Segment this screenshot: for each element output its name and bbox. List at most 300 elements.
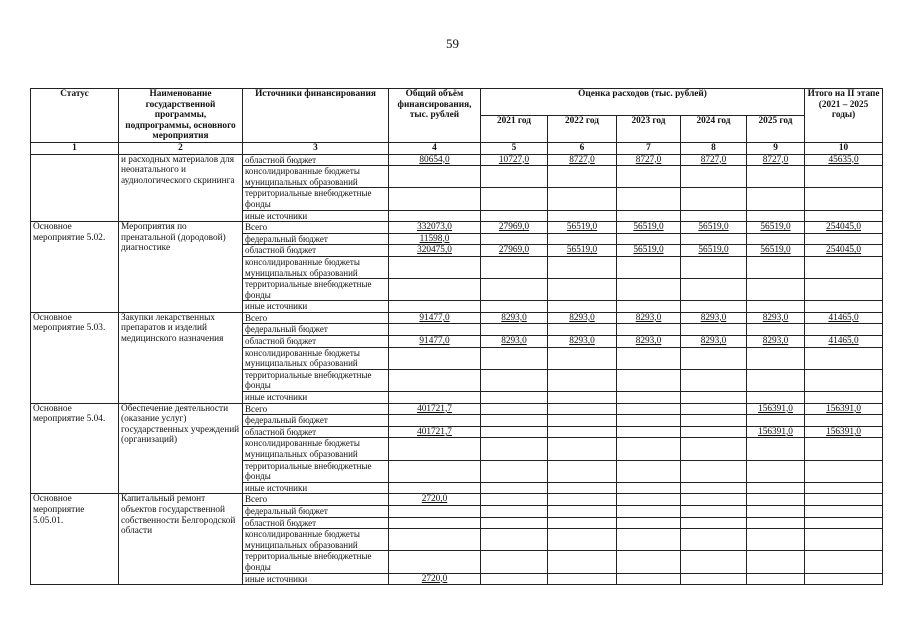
year-value-cell (747, 279, 805, 301)
funding-source-cell: территориальные внебюджетные фонды (243, 460, 389, 482)
year-value-cell-value: 56519,0 (760, 245, 791, 256)
column-number: 7 (617, 142, 681, 154)
total-cell (389, 369, 481, 391)
year-value-cell (548, 392, 617, 404)
header-year: 2021 год (481, 115, 548, 142)
column-number: 2 (119, 142, 243, 154)
stage-total-cell (805, 256, 883, 278)
year-value-cell (747, 188, 805, 210)
year-value-cell (681, 551, 747, 573)
year-value-cell (617, 256, 681, 278)
stage-total-cell-value: 41465,0 (828, 312, 859, 323)
funding-source-cell: территориальные внебюджетные фонды (243, 551, 389, 573)
year-value-cell (681, 438, 747, 460)
total-cell (389, 415, 481, 427)
funding-source-cell: консолидированные бюджеты муниципальных образований (243, 256, 389, 278)
year-value-cell-value: 8293,0 (762, 336, 789, 347)
year-value-cell (481, 336, 548, 348)
year-value-cell-value: 56519,0 (566, 245, 598, 256)
year-value-cell (481, 517, 548, 529)
stage-total-cell (805, 573, 883, 585)
year-value-cell (747, 551, 805, 573)
total-cell-value: 401721,7 (417, 426, 452, 437)
year-value-cell (617, 188, 681, 210)
year-value-cell (548, 505, 617, 517)
total-cell-value: 91477,0 (419, 312, 450, 323)
total-cell (389, 324, 481, 336)
year-value-cell (681, 324, 747, 336)
year-value-cell (481, 301, 548, 313)
header-sources: Источники финансирования (243, 89, 389, 143)
stage-total-cell-value: 41465,0 (828, 336, 859, 347)
year-value-cell (681, 166, 747, 188)
total-cell (389, 460, 481, 482)
stage-total-cell (805, 222, 883, 234)
year-value-cell (681, 573, 747, 585)
total-cell (389, 347, 481, 369)
column-number: 4 (389, 142, 481, 154)
year-value-cell-value: 8293,0 (501, 312, 527, 323)
year-value-cell (481, 392, 548, 404)
year-value-cell (548, 369, 617, 391)
stage-total-cell-value: 254045,0 (826, 222, 861, 233)
year-value-cell (481, 403, 548, 415)
year-value-cell (747, 529, 805, 551)
total-cell (389, 426, 481, 438)
status-cell: Основное мероприятие 5.05.01. (31, 494, 119, 585)
total-cell (389, 438, 481, 460)
budget-table (30, 88, 883, 585)
year-value-cell (548, 301, 617, 313)
funding-source-cell: Всего (243, 494, 389, 506)
year-value-cell (681, 301, 747, 313)
year-value-cell (481, 415, 548, 427)
total-cell (389, 210, 481, 222)
year-value-cell (617, 529, 681, 551)
year-value-cell (481, 222, 548, 234)
year-value-cell-value: 56519,0 (698, 245, 729, 256)
year-value-cell (548, 517, 617, 529)
year-value-cell (481, 426, 548, 438)
column-number: 5 (481, 142, 548, 154)
year-value-cell-value: 8293,0 (569, 312, 595, 323)
year-value-cell-value: 156391,0 (758, 426, 793, 437)
stage-total-cell (805, 460, 883, 482)
year-value-cell (681, 505, 747, 517)
funding-source-cell: федеральный бюджет (243, 415, 389, 427)
table-row (31, 154, 883, 166)
year-value-cell (481, 233, 548, 245)
table-row (31, 222, 883, 234)
year-value-cell (548, 154, 617, 166)
funding-source-cell: территориальные внебюджетные фонды (243, 188, 389, 210)
year-value-cell (481, 369, 548, 391)
total-cell (389, 279, 481, 301)
header-row (31, 89, 883, 116)
year-value-cell (681, 279, 747, 301)
column-number: 9 (747, 142, 805, 154)
year-value-cell-value: 8293,0 (700, 336, 727, 347)
year-value-cell-value: 8293,0 (635, 336, 662, 347)
year-value-cell (617, 166, 681, 188)
year-value-cell (747, 210, 805, 222)
year-value-cell (747, 312, 805, 324)
stage-total-cell (805, 505, 883, 517)
header-year: 2022 год (548, 115, 617, 142)
year-value-cell (481, 256, 548, 278)
year-value-cell (747, 301, 805, 313)
budget-body (31, 154, 883, 585)
year-value-cell (747, 154, 805, 166)
year-value-cell (747, 415, 805, 427)
funding-source-cell: Всего (243, 403, 389, 415)
year-value-cell (681, 233, 747, 245)
column-number: 6 (548, 142, 617, 154)
year-value-cell (617, 573, 681, 585)
year-value-cell-value: 27969,0 (498, 222, 530, 233)
total-cell (389, 403, 481, 415)
year-value-cell (681, 347, 747, 369)
year-value-cell (681, 403, 747, 415)
stage-total-cell (805, 482, 883, 494)
total-cell (389, 529, 481, 551)
total-cell-value: 2720,0 (421, 573, 448, 584)
funding-source-cell: областной бюджет (243, 426, 389, 438)
stage-total-cell (805, 166, 883, 188)
total-cell (389, 166, 481, 188)
year-value-cell (548, 426, 617, 438)
year-value-cell (681, 415, 747, 427)
total-cell (389, 573, 481, 585)
total-cell (389, 517, 481, 529)
total-cell (389, 301, 481, 313)
funding-source-cell: федеральный бюджет (243, 233, 389, 245)
year-value-cell (681, 517, 747, 529)
year-value-cell (548, 460, 617, 482)
stage-total-cell (805, 369, 883, 391)
stage-total-cell (805, 347, 883, 369)
total-cell (389, 505, 481, 517)
year-value-cell (681, 188, 747, 210)
funding-source-cell: областной бюджет (243, 336, 389, 348)
year-value-cell (481, 551, 548, 573)
year-value-cell (617, 403, 681, 415)
total-cell (389, 482, 481, 494)
year-value-cell-value: 8727,0 (700, 154, 727, 165)
year-value-cell-value: 156391,0 (758, 403, 793, 414)
funding-source-cell: иные источники (243, 573, 389, 585)
year-value-cell-value: 56519,0 (760, 222, 791, 233)
year-value-cell (681, 494, 747, 506)
year-value-cell (617, 517, 681, 529)
total-cell-value: 401721,7 (417, 403, 452, 414)
year-value-cell (481, 482, 548, 494)
year-value-cell (617, 551, 681, 573)
year-value-cell (617, 222, 681, 234)
status-cell: Основное мероприятие 5.04. (31, 403, 119, 494)
year-value-cell (617, 279, 681, 301)
column-number-row (31, 142, 883, 154)
program-name-cell: Закупки лекарственных препаратов и изделий медицинского назначения (119, 312, 243, 403)
column-number: 3 (243, 142, 389, 154)
year-value-cell (617, 494, 681, 506)
stage-total-cell (805, 438, 883, 460)
year-value-cell-value: 8727,0 (762, 154, 789, 165)
year-value-cell (617, 154, 681, 166)
year-value-cell (747, 336, 805, 348)
year-value-cell (747, 426, 805, 438)
total-cell-value: 11598,0 (419, 233, 450, 244)
year-value-cell (617, 505, 681, 517)
header-year: 2023 год (617, 115, 681, 142)
stage-total-cell (805, 210, 883, 222)
year-value-cell (548, 210, 617, 222)
stage-total-cell (805, 494, 883, 506)
year-value-cell (548, 494, 617, 506)
year-value-cell-value: 10727,0 (498, 154, 530, 165)
stage-total-cell (805, 301, 883, 313)
year-value-cell-value: 56519,0 (633, 222, 664, 233)
year-value-cell (481, 166, 548, 188)
year-value-cell (617, 210, 681, 222)
year-value-cell (617, 336, 681, 348)
year-value-cell (681, 336, 747, 348)
year-value-cell-value: 8293,0 (762, 312, 789, 323)
header-stage-total: Итого на II этапе (2021 – 2025 годы) (805, 89, 883, 143)
stage-total-cell (805, 336, 883, 348)
year-value-cell (617, 426, 681, 438)
year-value-cell (681, 256, 747, 278)
year-value-cell (548, 403, 617, 415)
year-value-cell (681, 154, 747, 166)
year-value-cell (481, 347, 548, 369)
total-cell-value: 80654,0 (419, 154, 450, 165)
funding-source-cell: Всего (243, 222, 389, 234)
year-value-cell (747, 505, 805, 517)
stage-total-cell (805, 403, 883, 415)
year-value-cell (747, 482, 805, 494)
funding-source-cell: областной бюджет (243, 245, 389, 257)
stage-total-cell-value: 45635,0 (828, 154, 859, 165)
column-number: 8 (681, 142, 747, 154)
total-cell-value: 91477,0 (419, 336, 450, 347)
total-cell-value: 332073,0 (417, 222, 452, 233)
year-value-cell (481, 438, 548, 460)
year-value-cell (747, 347, 805, 369)
year-value-cell (681, 312, 747, 324)
year-value-cell (747, 494, 805, 506)
table-row (31, 312, 883, 324)
year-value-cell (548, 415, 617, 427)
year-value-cell (548, 347, 617, 369)
year-value-cell (481, 245, 548, 257)
year-value-cell (747, 166, 805, 188)
year-value-cell (681, 482, 747, 494)
stage-total-cell-value: 156391,0 (826, 403, 861, 414)
year-value-cell (548, 529, 617, 551)
year-value-cell (747, 573, 805, 585)
stage-total-cell (805, 324, 883, 336)
column-number: 1 (31, 142, 119, 154)
year-value-cell (548, 438, 617, 460)
year-value-cell-value: 8293,0 (700, 312, 727, 323)
year-value-cell (747, 438, 805, 460)
year-value-cell (747, 233, 805, 245)
year-value-cell (617, 301, 681, 313)
year-value-cell-value: 8293,0 (635, 312, 662, 323)
year-value-cell (548, 188, 617, 210)
stage-total-cell (805, 233, 883, 245)
year-value-cell (747, 324, 805, 336)
year-value-cell-value: 27969,0 (498, 245, 530, 256)
year-value-cell (747, 245, 805, 257)
year-value-cell-value: 8293,0 (569, 336, 595, 347)
year-value-cell (548, 233, 617, 245)
year-value-cell-value: 56519,0 (698, 222, 729, 233)
stage-total-cell (805, 392, 883, 404)
total-cell-value: 2720,0 (421, 494, 448, 505)
total-cell (389, 494, 481, 506)
year-value-cell (548, 279, 617, 301)
year-value-cell (548, 222, 617, 234)
year-value-cell (481, 505, 548, 517)
year-value-cell (681, 529, 747, 551)
column-number: 10 (805, 142, 883, 154)
header-estimate: Оценка расходов (тыс. рублей) (481, 89, 805, 116)
year-value-cell (481, 460, 548, 482)
stage-total-cell (805, 279, 883, 301)
funding-source-cell: территориальные внебюджетные фонды (243, 369, 389, 391)
funding-source-cell: областной бюджет (243, 154, 389, 166)
stage-total-cell-value: 254045,0 (826, 245, 861, 256)
year-value-cell (747, 460, 805, 482)
stage-total-cell (805, 426, 883, 438)
funding-source-cell: консолидированные бюджеты муниципальных образований (243, 347, 389, 369)
year-value-cell (481, 279, 548, 301)
year-value-cell-value: 8293,0 (501, 336, 527, 347)
stage-total-cell (805, 312, 883, 324)
stage-total-cell (805, 154, 883, 166)
year-value-cell (617, 369, 681, 391)
program-name-cell: Капитальный ремонт объектов государственной собственности Белгородской области (119, 494, 243, 585)
year-value-cell (747, 403, 805, 415)
total-cell (389, 154, 481, 166)
year-value-cell (617, 245, 681, 257)
year-value-cell (481, 573, 548, 585)
year-value-cell (548, 573, 617, 585)
year-value-cell (548, 482, 617, 494)
year-value-cell (747, 256, 805, 278)
year-value-cell (681, 460, 747, 482)
page-number: 59 (446, 36, 459, 51)
year-value-cell (617, 438, 681, 460)
header-status: Статус (31, 89, 119, 143)
stage-total-cell (805, 188, 883, 210)
year-value-cell-value: 8727,0 (635, 154, 662, 165)
table-row (31, 403, 883, 415)
program-name-cell: и расходных материалов для неонатального и аудиологического скрининга (119, 154, 243, 222)
funding-source-cell: федеральный бюджет (243, 324, 389, 336)
year-value-cell (617, 347, 681, 369)
year-value-cell (747, 369, 805, 391)
header-year: 2025 год (747, 115, 805, 142)
stage-total-cell (805, 529, 883, 551)
total-cell (389, 233, 481, 245)
total-cell-value: 320475,0 (417, 245, 452, 256)
year-value-cell (481, 188, 548, 210)
year-value-cell (617, 324, 681, 336)
funding-source-cell: иные источники (243, 301, 389, 313)
year-value-cell (747, 392, 805, 404)
year-value-cell-value: 56519,0 (633, 245, 664, 256)
header-name: Наименование государственной программы, подпрограммы, основного мероприятия (119, 89, 243, 143)
year-value-cell (481, 529, 548, 551)
year-value-cell (617, 312, 681, 324)
year-value-cell-value: 56519,0 (566, 222, 598, 233)
year-value-cell (548, 166, 617, 188)
year-value-cell (681, 369, 747, 391)
year-value-cell (548, 551, 617, 573)
year-value-cell (747, 222, 805, 234)
total-cell (389, 312, 481, 324)
total-cell (389, 336, 481, 348)
funding-source-cell: территориальные внебюджетные фонды (243, 279, 389, 301)
year-value-cell (481, 494, 548, 506)
table-row (31, 494, 883, 506)
year-value-cell (617, 392, 681, 404)
funding-source-cell: консолидированные бюджеты муниципальных образований (243, 166, 389, 188)
year-value-cell (681, 245, 747, 257)
year-value-cell (548, 245, 617, 257)
year-value-cell (681, 392, 747, 404)
year-value-cell (681, 426, 747, 438)
program-name-cell: Обеспечение деятельности (оказание услуг) государственных учреждений (организаций) (119, 403, 243, 494)
year-value-cell (481, 154, 548, 166)
program-name-cell: Мероприятия по пренатальной (дородовой) диагностике (119, 222, 243, 313)
stage-total-cell (805, 517, 883, 529)
funding-source-cell: областной бюджет (243, 517, 389, 529)
status-cell (31, 154, 119, 222)
year-value-cell (481, 324, 548, 336)
year-value-cell (548, 336, 617, 348)
header-year: 2024 год (681, 115, 747, 142)
year-value-cell (681, 222, 747, 234)
year-value-cell (617, 415, 681, 427)
year-value-cell (481, 312, 548, 324)
total-cell (389, 245, 481, 257)
total-cell (389, 188, 481, 210)
header-total: Общий объём финансирования, тыс. рублей (389, 89, 481, 143)
year-value-cell (548, 256, 617, 278)
total-cell (389, 256, 481, 278)
year-value-cell (548, 324, 617, 336)
stage-total-cell (805, 415, 883, 427)
funding-source-cell: консолидированные бюджеты муниципальных образований (243, 438, 389, 460)
funding-source-cell: Всего (243, 312, 389, 324)
year-value-cell (681, 210, 747, 222)
stage-total-cell (805, 551, 883, 573)
total-cell (389, 551, 481, 573)
funding-source-cell: федеральный бюджет (243, 505, 389, 517)
funding-source-cell: иные источники (243, 482, 389, 494)
total-cell (389, 392, 481, 404)
year-value-cell (548, 312, 617, 324)
year-value-cell (617, 482, 681, 494)
funding-source-cell: консолидированные бюджеты муниципальных образований (243, 529, 389, 551)
status-cell: Основное мероприятие 5.02. (31, 222, 119, 313)
year-value-cell-value: 8727,0 (569, 154, 595, 165)
funding-source-cell: иные источники (243, 392, 389, 404)
